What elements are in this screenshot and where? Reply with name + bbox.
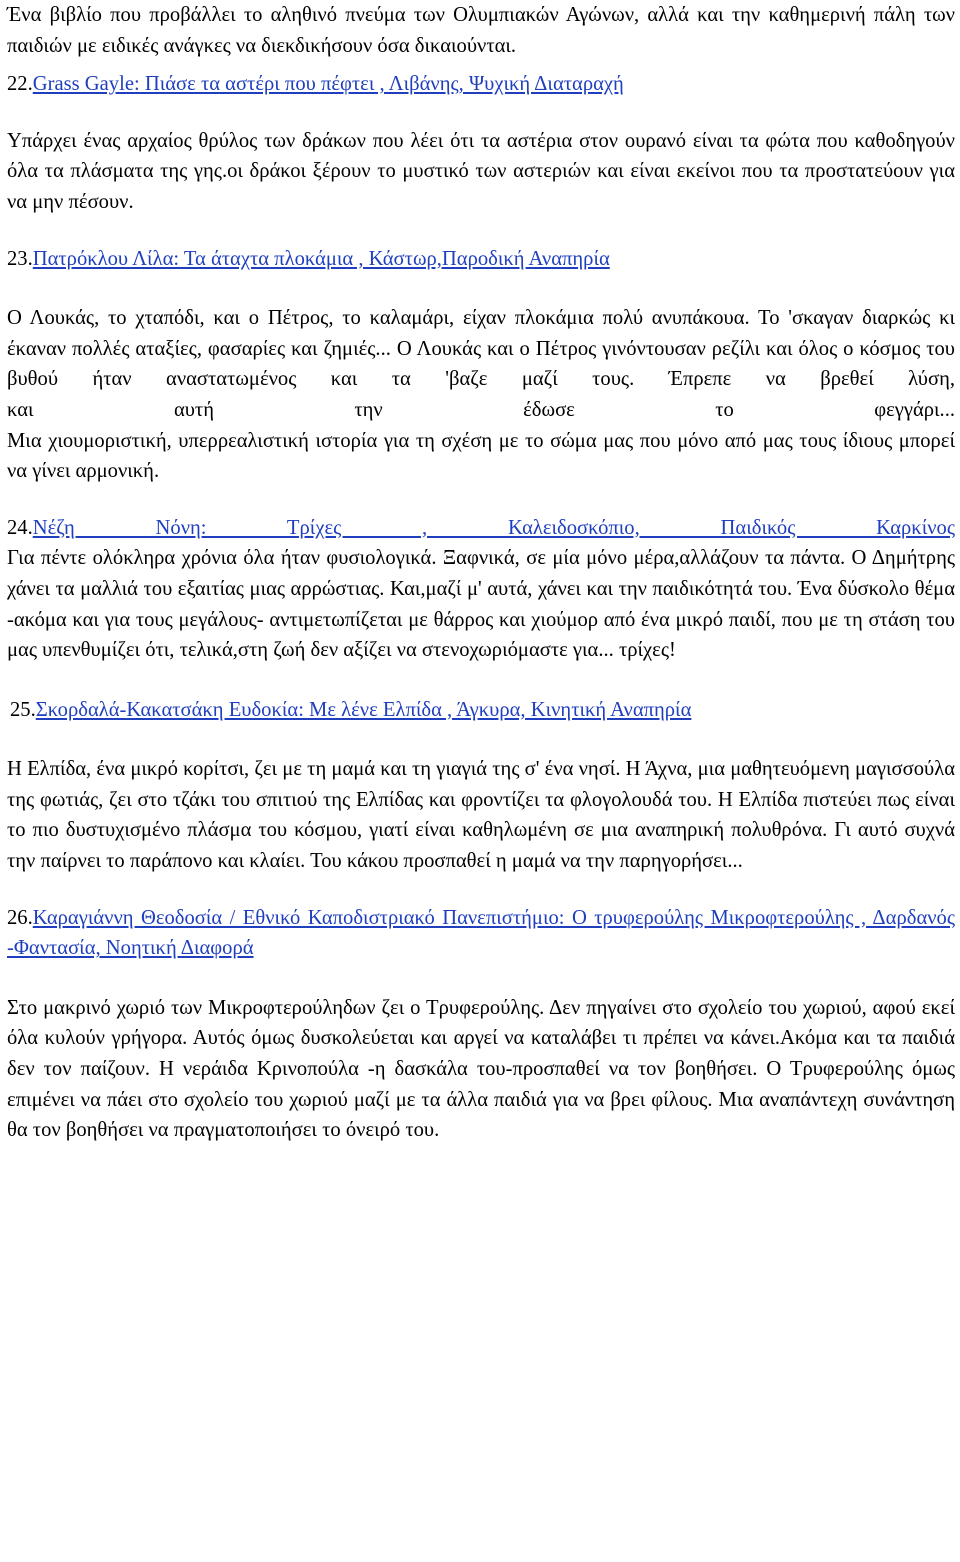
spacer: [7, 487, 955, 513]
entry-heading-26: [7, 903, 955, 964]
entry-description-part: Ο Λουκάς, το χταπόδι, και ο Πέτρος, το καλαμάρι, είχαν πλοκάμια πολύ ανυπάκουα. Το 'σκαγαν διαρκώς κι έκαναν πολλές αταξίες, φασαρίες και ζημιές... Ο Λουκάς και ο Πέτρος γινόντουσαν ρεζίλι και όλος ο κόσμος του βυθού ήταν αναστατωμένος και τα 'βαζε μαζί τους. Έπρεπε να βρεθεί λύση,: [7, 307, 955, 391]
entry-description: Υπάρχει ένας αρχαίος θρύλος των δράκων που λέει ότι τα αστέρια στον ουρανό είναι τα φώτα που καθοδηγούν όλα τα πλάσματα της γης.οι δράκοι ξέρουν το μυστικό των αστεριών και είναι εκείνοι που τα προστατεύουν για να μην πέσουν.: [7, 129, 955, 213]
spacer: [7, 964, 955, 993]
entry-description: Στο μακρινό χωριό των Μικροφτερούληδων ζει ο Τρυφερούλης. Δεν πηγαίνει στο σχολείο του χωριού, αφού εκεί όλα κυλούν γρήγορα. Αυτός όμως δυσκολεύεται και αργεί να καταλάβει τι πρέπει να κάνει.Ακόμα και τα παιδιά δεν τον παίζουν. Η νεράιδα Κρινοπούλα -η δασκάλα του-προσπαθεί να τον βοηθήσει. Ο Τρυφερούλης όμως επιμένει να πάει στο σχολείο του χωριού μαζί με τα άλλα παιδιά για να βρει φίλους. Μια αναπάντεχη συνάντηση θα τον βοηθήσει να πραγματοποιήσει το όνειρό του.: [7, 996, 955, 1142]
book-title-link[interactable]: Πατρόκλου Λίλα: Τα άταχτα πλοκάμια , Κάστωρ,Παροδική Αναπηρία: [32, 247, 610, 270]
spacer: [7, 100, 955, 126]
entry-description-part: και αυτή την έδωσε το φεγγάρι...: [7, 398, 955, 421]
entry-heading-25: [7, 695, 955, 726]
entry-number: 24.: [7, 516, 33, 539]
entry-description: Για πέντε ολόκληρα χρόνια όλα ήταν φυσιολογικά. Ξαφνικά, σε μία μόνο μέρα,αλλάζουν τα πάντα. Ο Δημήτρης χάνει τα μαλλιά του εξαιτίας μιας αρρώστιας. Και,μαζί μ' αυτά, χάνει και την παιδικότητά του. Ένα δύσκολο θέμα -ακόμα και για τους μεγάλους- αντιμετωπίζεται με θάρρος και χιούμορ από ένα μικρό παιδί, που με τη στάση του μας υπενθυμίζει ότι, τελικά,στη ζωή δεν αξίζει να στενοχωριόμαστε για... τρίχες!: [7, 547, 955, 662]
spacer: [7, 666, 955, 695]
spacer: [7, 61, 955, 69]
book-title-link[interactable]: Grass Gayle: Πιάσε τα αστέρι που πέφτει , Λιβάνης, Ψυχική Διαταραχή: [32, 73, 624, 96]
spacer: [7, 725, 955, 754]
spacer: [7, 274, 955, 303]
spacer: [7, 877, 955, 903]
intro-paragraph: Ένα βιβλίο που προβάλλει το αληθινό πνεύμα των Ολυμπιακών Αγώνων, αλλά και την καθημερινή πάλη των παιδιών με ειδικές ανάγκες να διεκδικήσουν όσα δικαιούνται.: [7, 4, 955, 57]
document-page: [7, 0, 955, 1146]
entry-heading-24: [7, 513, 955, 544]
entry-number: 22.: [7, 73, 33, 96]
entry-heading-23: [7, 244, 955, 275]
entry-heading-22: [7, 69, 955, 100]
book-title-link[interactable]: Νέζη Νόνη: Τρίχες , Καλειδοσκόπιο, Παιδικός Καρκίνος: [32, 516, 955, 539]
book-title-link[interactable]: Καραγιάννη Θεοδοσία / Εθνικό Καποδιστριακό Πανεπιστήμιο: Ο τρυφερούλης Μικροφτερούλης , Δαρδανός -Φαντασία, Νοητική Διαφορά: [7, 906, 955, 960]
entry-number: 25.: [10, 698, 36, 721]
book-title-link[interactable]: Σκορδαλά-Κακατσάκη Ευδοκία: Με λένε Ελπίδα , Άγκυρα, Κινητική Αναπηρία: [35, 698, 692, 721]
entry-description: Η Ελπίδα, ένα μικρό κορίτσι, ζει με τη μαμά και τη γιαγιά της σ' ένα νησί. Η Άχνα, μια μαθητευόμενη μαγισσούλα της φωτιάς, ζει στο τζάκι του σπιτιού της Ελπίδας και φροντίζει τα φλογολουδά του. Η Ελπίδα πιστεύει πως είναι το πιο δυστυχισμένο πλάσμα του κόσμου, γιατί είναι καθηλωμένη σε μια αναπηρική πολυθρόνα. Γι αυτό συχνά την παίρνει το παράπονο και κλαίει. Του κάκου προσπαθεί η μαμά να την παρηγορήσει...: [7, 758, 955, 873]
spacer: [7, 218, 955, 244]
entry-number: 26.: [7, 906, 33, 929]
entry-description-part: Μια χιουμοριστική, υπερρεαλιστική ιστορία για τη σχέση με το σώμα μας που μόνο από μας τους ίδιους μπορεί να γίνει αρμονική.: [7, 429, 955, 483]
entry-number: 23.: [7, 247, 33, 270]
